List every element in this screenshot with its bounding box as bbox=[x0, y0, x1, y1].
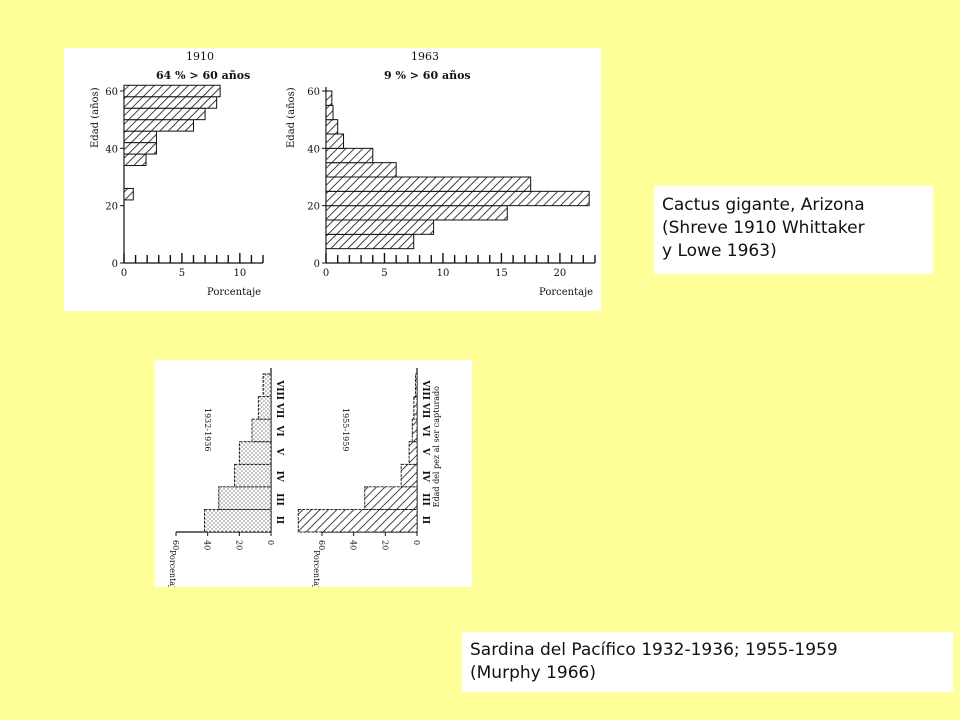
chart-1932-1936-xlabel: Porcentaje bbox=[168, 550, 177, 587]
x-tick-label: 20 bbox=[380, 540, 390, 551]
age-class-label: V bbox=[274, 448, 284, 455]
y-tick-label: 0 bbox=[313, 259, 320, 270]
chart-1910-xlabel: Porcentaje bbox=[207, 287, 262, 298]
histogram-bar bbox=[415, 374, 417, 397]
x-tick-label: 40 bbox=[202, 540, 212, 551]
age-class-label: VIII bbox=[420, 380, 430, 400]
histogram-bar bbox=[409, 442, 417, 465]
histogram-bar bbox=[365, 487, 417, 510]
y-tick-label: 40 bbox=[307, 144, 320, 156]
chart-1910-title: 1910 bbox=[186, 50, 214, 63]
chart-1955-1959-ylabel: Edad del pez al ser capturado bbox=[432, 386, 441, 508]
sardine-histograms-svg bbox=[155, 360, 472, 587]
histogram-bar bbox=[326, 206, 507, 220]
cactus-histograms-svg bbox=[64, 48, 601, 311]
histogram-bar bbox=[298, 509, 417, 532]
histogram-bar bbox=[326, 105, 333, 119]
y-tick-label: 40 bbox=[105, 144, 118, 156]
sardine-caption-line-1: Sardina del Pacífico 1932-1936; 1955-1959 bbox=[470, 640, 838, 660]
histogram-bar bbox=[235, 464, 271, 487]
age-class-label: VII bbox=[420, 402, 430, 419]
x-tick-label: 10 bbox=[436, 268, 450, 279]
x-tick-label: 40 bbox=[348, 540, 358, 551]
histogram-bar bbox=[124, 85, 220, 96]
x-tick-label: 20 bbox=[234, 540, 244, 551]
age-class-label: III bbox=[274, 493, 284, 506]
histogram-bar bbox=[326, 177, 531, 191]
chart-1910 bbox=[90, 50, 263, 298]
histogram-bar bbox=[124, 131, 156, 142]
cactus-caption-line-2: (Shreve 1910 Whittaker bbox=[662, 218, 865, 238]
sardine-caption-line-2: (Murphy 1966) bbox=[470, 663, 596, 683]
chart-1955-1959-xlabel: Porcentaje bbox=[312, 550, 321, 587]
histogram-bar bbox=[124, 188, 133, 199]
x-tick-label: 0 bbox=[266, 540, 275, 546]
y-tick-label: 20 bbox=[105, 201, 118, 213]
age-class-label: II bbox=[420, 515, 430, 525]
histogram-bar bbox=[326, 134, 344, 148]
cactus-caption-line-1: Cactus gigante, Arizona bbox=[662, 195, 865, 215]
cactus-figure bbox=[64, 48, 601, 311]
histogram-bar bbox=[124, 143, 156, 154]
y-tick-label: 0 bbox=[111, 259, 118, 270]
histogram-bar bbox=[326, 234, 414, 248]
chart-1963 bbox=[286, 50, 595, 298]
age-class-label: VIII bbox=[274, 380, 284, 400]
chart-1932-1936-title: 1932-1936 bbox=[203, 408, 212, 452]
chart-1963-title: 1963 bbox=[411, 50, 439, 63]
chart-1932-1936 bbox=[168, 368, 284, 587]
x-tick-label: 15 bbox=[495, 268, 508, 279]
age-class-label: III bbox=[420, 493, 430, 506]
histogram-bar bbox=[326, 163, 396, 177]
histogram-bar bbox=[252, 419, 271, 442]
histogram-bar bbox=[326, 91, 332, 105]
cactus-caption bbox=[654, 186, 933, 274]
chart-1955-1959-title: 1955-1959 bbox=[341, 408, 350, 452]
histogram-bar bbox=[326, 148, 373, 162]
histogram-bar bbox=[326, 191, 589, 205]
histogram-bar bbox=[124, 97, 217, 108]
age-class-label: IV bbox=[420, 470, 430, 482]
x-tick-label: 20 bbox=[553, 268, 567, 279]
chart-1963-subtitle: 9 % > 60 años bbox=[384, 69, 471, 82]
histogram-bar bbox=[239, 442, 271, 465]
y-tick-label: 20 bbox=[307, 201, 320, 213]
histogram-bar bbox=[124, 108, 205, 119]
x-tick-label: 0 bbox=[322, 268, 330, 279]
x-tick-label: 0 bbox=[120, 268, 128, 279]
x-tick-label: 10 bbox=[233, 268, 247, 279]
histogram-bar bbox=[258, 397, 271, 420]
age-class-label: V bbox=[420, 448, 430, 455]
x-tick-label: 0 bbox=[412, 540, 421, 546]
cactus-caption-line-3: y Lowe 1963) bbox=[662, 241, 777, 261]
chart-1955-1959 bbox=[298, 368, 441, 587]
chart-1963-ylabel: Edad (años) bbox=[286, 87, 297, 148]
age-class-label: II bbox=[274, 515, 284, 525]
histogram-bar bbox=[401, 464, 417, 487]
x-tick-label: 5 bbox=[178, 268, 186, 279]
histogram-bar bbox=[219, 487, 271, 510]
histogram-bar bbox=[124, 154, 146, 165]
histogram-bar bbox=[412, 419, 417, 442]
age-class-label: IV bbox=[274, 470, 284, 482]
age-class-label: VI bbox=[420, 425, 430, 437]
histogram-bar bbox=[326, 220, 434, 234]
y-tick-label: 60 bbox=[105, 87, 118, 98]
histogram-bar bbox=[263, 374, 271, 397]
histogram-bar bbox=[326, 120, 338, 134]
histogram-bar bbox=[205, 509, 272, 532]
y-tick-label: 60 bbox=[307, 87, 320, 98]
chart-1963-xlabel: Porcentaje bbox=[539, 287, 594, 298]
x-tick-label: 5 bbox=[381, 268, 388, 279]
sardine-caption bbox=[462, 632, 953, 692]
chart-1910-subtitle: 64 % > 60 años bbox=[156, 69, 251, 82]
x-tick-label: 60 bbox=[317, 540, 326, 551]
histogram-bar bbox=[124, 120, 194, 131]
age-class-label: VII bbox=[274, 402, 284, 419]
histogram-bar bbox=[414, 397, 417, 420]
age-class-label: VI bbox=[274, 425, 284, 437]
sardine-figure bbox=[155, 360, 472, 587]
x-tick-label: 60 bbox=[171, 540, 180, 551]
chart-1910-ylabel: Edad (años) bbox=[90, 87, 101, 148]
